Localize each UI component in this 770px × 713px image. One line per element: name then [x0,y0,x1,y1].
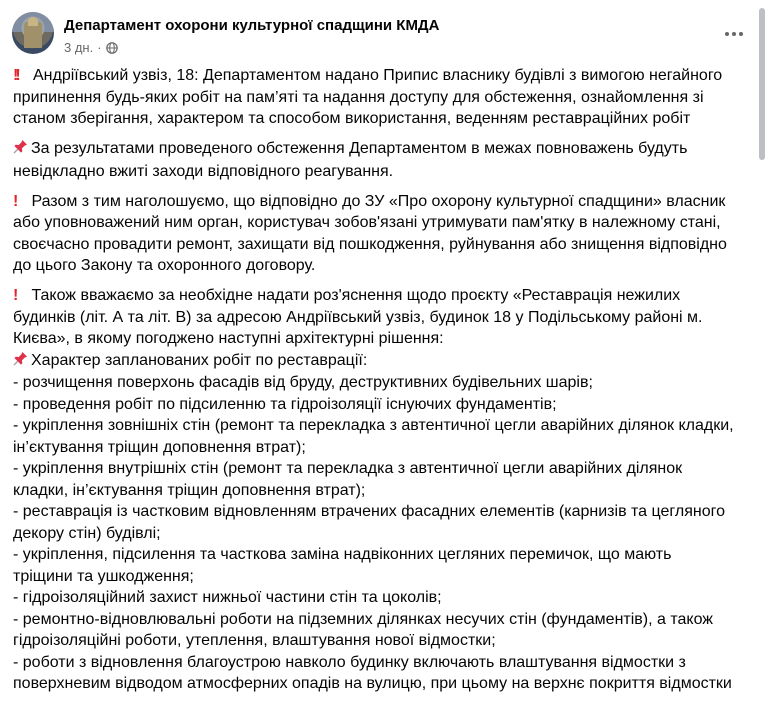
more-options-button[interactable] [722,22,746,46]
text-line [13,609,753,631]
post-paragraph [13,65,753,130]
text-line-content: За результатами проведеного обстеження Департаментом в межах повноважень будуть [31,140,688,157]
pushpin-icon [13,139,31,161]
text-line-content: до цього Закону та охоронного договору. [13,257,316,274]
scrollbar[interactable] [757,0,767,713]
globe-icon [106,42,118,54]
text-line-content: - розчищення поверхонь фасадів від бруду, деструктивних будівельних шарів; [13,374,593,391]
text-line-content: - гідроізоляційний захист нижньої частини стін та цоколів; [13,589,442,606]
text-line [13,566,753,588]
exclamation-icon: ! [13,192,19,210]
text-line [13,544,753,566]
text-line-content: Києва», в якому погоджено наступні архітектурні рішення: [13,330,444,347]
text-line-content: - укріплення внутрішніх стін (ремонт та перекладка з автентичної цегли аварійних ділянок [13,460,683,477]
text-line-content: - роботи з відновлення благоустрою навколо будинку включають влаштування відмостки з [13,653,686,671]
text-line [13,255,753,277]
text-line-content: декору стін) будівлі; [13,524,161,542]
text-line [13,501,753,523]
pushpin-icon [13,351,31,373]
text-line [13,652,753,674]
text-line-content: тріщини та ушкодження; [13,567,194,585]
scrollbar-thumb[interactable] [759,8,765,160]
text-line [13,191,753,213]
text-line [13,285,753,307]
post-body [13,65,753,703]
page-name-link[interactable]: Департамент охорони культурної спадщини КМДА [64,17,440,34]
text-line [13,65,753,87]
text-line [13,415,753,437]
text-line [13,523,753,545]
text-line [13,138,753,161]
text-line [13,328,753,350]
text-line-content: - реставрація із частковим відновленням втрачених фасадних елементів (карнизів та цегляного [13,503,725,520]
ellipsis-icon [725,32,729,36]
post-timestamp[interactable]: 3 дн. [64,40,94,55]
text-line [13,212,753,234]
text-line [13,673,753,695]
text-line-content: гідроізоляційні роботи, утеплення, влаштування нової відмостки; [13,632,496,649]
text-line [13,480,753,502]
text-line [13,437,753,459]
text-line-content: припинення будь-яких робіт на пам’яті та надання доступу для обстеження, ознайомлення зі [13,88,704,106]
text-line [13,87,753,109]
text-line-content: невідкладно вжиті заходи відповідного реагування. [13,162,394,180]
text-line [13,372,753,394]
post-paragraph [13,191,753,277]
text-line-content: Андріївський узвіз, 18: Департаментом надано Припис власнику будівлі з вимогою негайного [33,67,723,84]
text-line [13,350,753,373]
text-line-content: - укріплення зовнішніх стін (ремонт та перекладка з автентичної цегли аварійних ділянок кладки, [13,417,734,434]
text-line [13,234,753,256]
page-avatar[interactable] [12,12,54,54]
text-line-content: кладки, ін’єктування тріщин доповнення втрат); [13,481,366,499]
text-line-content: будинків (літ. А та літ. В) за адресою Андріївський узвіз, будинок 18 у Подільському районі м. [13,308,703,326]
text-line-content: Також вважаємо за необхідне надати роз'яснення щодо проєкту «Реставрація нежилих [27,287,681,304]
text-line [13,161,753,183]
post-paragraph [13,285,753,695]
exclamation-icon: ! [13,287,19,304]
post-meta [64,40,118,55]
text-line-content: Разом з тим наголошуємо, що відповідно до ЗУ «Про охорону культурної спадщини» власник [27,192,726,210]
text-line-content: станом зберігання, характером та способом використання, веденням реставраційних робіт [13,110,691,127]
text-line-content: - ремонтно-відновлювальні роботи на підземних ділянках несучих стін (фундаментів), а також [13,610,713,628]
text-line-content: ін’єктування тріщин доповнення втрат); [13,438,306,456]
text-line [13,630,753,652]
text-line [13,108,753,130]
meta-separator: · [97,40,102,55]
text-line [13,587,753,609]
double-exclamation-icon: !! [13,67,18,84]
text-line [13,458,753,480]
text-line-content: поверхневим відводом атмосферних опадів на вулицю, при цьому на верхнє покриття відмостки [13,675,732,692]
text-line-content: - укріплення, підсилення та часткова заміна надвіконних цегляних перемичок, що мають [13,546,672,563]
text-line-content: - проведення робіт по підсиленню та гідроізоляції існуючих фундаментів; [13,395,557,413]
text-line [13,307,753,329]
text-line-content: або уповноважений ним орган, користувач зобов'язані утримувати пам'ятку в належному стані, [13,214,721,231]
text-line-content: своєчасно провадити ремонт, захищати від пошкодження, руйнування або знищення відповідно [13,235,727,253]
text-line-content: Характер запланованих робіт по реставрації: [31,351,368,369]
text-line [13,394,753,416]
post-header [12,10,746,60]
post-paragraph [13,138,753,182]
